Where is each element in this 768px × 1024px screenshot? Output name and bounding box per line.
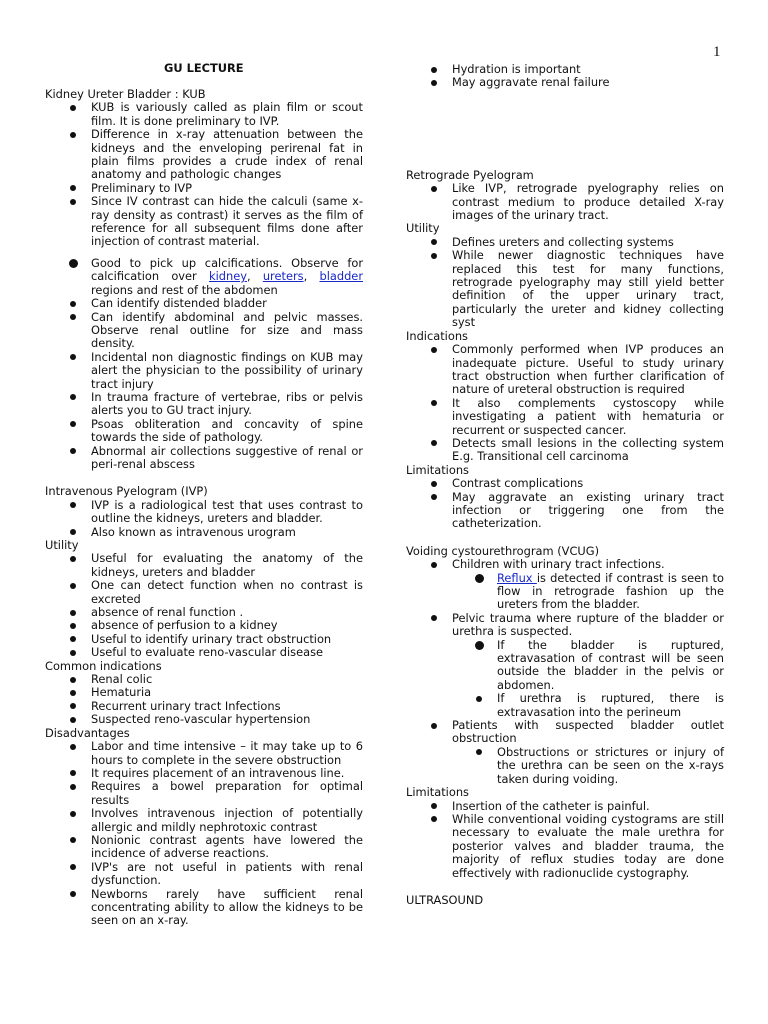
list-item: It requires placement of an intravenous line. bbox=[45, 767, 363, 780]
list-item: While conventional voiding cystograms are still necessary to evaluate the male urethra for posterior valves and bladder trauma, the majority of reflux studies today are done effectively with radionuclide cystography. bbox=[406, 813, 724, 880]
list-item: Useful for evaluating the anatomy of the kidneys, ureters and bladder bbox=[45, 552, 363, 579]
right-column bbox=[406, 63, 724, 907]
ivp-disadvantages-list bbox=[45, 740, 363, 928]
list-item: Insertion of the catheter is painful. bbox=[406, 800, 724, 813]
list-item: Labor and time intensive – it may take up to 6 hours to complete in the severe obstruction bbox=[45, 740, 363, 767]
list-item: Like IVP, retrograde pyelography relies on contrast medium to produce detailed X-ray images of the urinary tract. bbox=[406, 182, 724, 222]
kub-heading: Kidney Ureter Bladder : KUB bbox=[45, 87, 206, 101]
left-column bbox=[45, 88, 363, 928]
bladder-link[interactable]: bladder bbox=[319, 269, 363, 284]
list-item: Psoas obliteration and concavity of spine towards the side of pathology. bbox=[45, 418, 363, 445]
retro-indications-heading: Indications bbox=[406, 328, 468, 343]
list-item: absence of renal function . bbox=[45, 606, 363, 619]
page-title: GU LECTURE bbox=[164, 61, 244, 75]
list-item: Incidental non diagnostic findings on KUB may alert the physician to the possibility of urinary tract injury bbox=[45, 351, 363, 391]
list-item: While newer diagnostic techniques have replaced this test for many functions, retrograde pyelography may still yield better definition of the upper urinary tract, particularly the ureter and kidney collecting syst bbox=[406, 249, 724, 329]
ivp-list bbox=[45, 499, 363, 539]
list-item: Newborns rarely have sufficient renal concentrating ability to allow the kidneys to be seen on an x-ray. bbox=[45, 888, 363, 928]
retro-utility-list bbox=[406, 236, 724, 330]
list-item: Detects small lesions in the collecting system E.g. Transitional cell carcinoma bbox=[406, 437, 724, 464]
vcug-heading: Voiding cystourethrogram (VCUG) bbox=[406, 543, 600, 558]
reflux-link[interactable]: Reflux bbox=[497, 570, 537, 585]
ureters-link[interactable]: ureters bbox=[262, 269, 304, 284]
list-item: Patients with suspected bladder outlet obstruction bbox=[406, 719, 724, 746]
ultrasound-heading: ULTRASOUND bbox=[406, 892, 484, 907]
retro-indications-list bbox=[406, 343, 724, 464]
vcug-sublist-3 bbox=[406, 746, 724, 786]
page-number: 1 bbox=[713, 44, 721, 60]
list-item: Reflux is detected if contrast is seen to flow in retrograde fashion up the ureters from the bladder. bbox=[406, 572, 724, 612]
list-item: Abnormal air collections suggestive of renal or peri-renal abscess bbox=[45, 445, 363, 472]
list-item: Preliminary to IVP bbox=[45, 182, 363, 195]
list-item: Contrast complications bbox=[406, 477, 724, 490]
ivp-heading: Intravenous Pyelogram (IVP) bbox=[45, 484, 208, 499]
list-item: Hematuria bbox=[45, 686, 363, 699]
list-item: absence of perfusion to a kidney bbox=[45, 619, 363, 632]
vcug-sublist-2 bbox=[406, 639, 724, 719]
list-item: Suspected reno-vascular hypertension bbox=[45, 713, 363, 726]
ivp-disadvantages-heading: Disadvantages bbox=[45, 725, 130, 740]
list-item: Also known as intravenous urogram bbox=[45, 526, 363, 539]
list-item: IVP's are not useful in patients with renal dysfunction. bbox=[45, 861, 363, 888]
kub-list bbox=[45, 101, 363, 248]
retro-list bbox=[406, 182, 724, 222]
list-item: Defines ureters and collecting systems bbox=[406, 236, 724, 249]
list-item: One can detect function when no contrast is excreted bbox=[45, 579, 363, 606]
list-item: Children with urinary tract infections. bbox=[406, 558, 724, 571]
retro-heading: Retrograde Pyelogram bbox=[406, 167, 534, 182]
list-item: Can identify distended bladder bbox=[45, 297, 363, 310]
retro-limitations-heading: Limitations bbox=[406, 462, 469, 477]
list-item: Useful to evaluate reno-vascular disease bbox=[45, 646, 363, 659]
ivp-indications-list bbox=[45, 673, 363, 727]
vcug-limitations-heading: Limitations bbox=[406, 785, 469, 800]
list-item: Renal colic bbox=[45, 673, 363, 686]
list-item: Commonly performed when IVP produces an inadequate picture. Useful to study urinary tract obstruction when further clarification of nature of ureteral obstruction is required bbox=[406, 343, 724, 397]
list-item: It also complements cystoscopy while investigating a patient with hematuria or recurrent or suspected cancer. bbox=[406, 397, 724, 437]
list-item: IVP is a radiological test that uses contrast to outline the kidneys, ureters and bladder. bbox=[45, 499, 363, 526]
list-item: Involves intravenous injection of potentially allergic and mildly nephrotoxic contrast bbox=[45, 807, 363, 834]
ivp-utility-heading: Utility bbox=[45, 538, 79, 552]
list-item: May aggravate an existing urinary tract infection or triggering one from the catheterization. bbox=[406, 491, 724, 531]
list-item: Difference in x-ray attenuation between the kidneys and the enveloping perirenal fat in plain films provides a crude index of renal anatomy and pathologic changes bbox=[45, 128, 363, 182]
list-item: KUB is variously called as plain film or scout film. It is done preliminary to IVP. bbox=[45, 101, 363, 128]
list-item: Pelvic trauma where rupture of the bladder or urethra is suspected. bbox=[406, 612, 724, 639]
kidney-link[interactable]: kidney bbox=[208, 269, 247, 284]
vcug-list-3 bbox=[406, 719, 724, 746]
list-item: If the bladder is ruptured, extravasation of contrast will be seen outside the bladder in the pelvis or abdomen. bbox=[406, 639, 724, 693]
list-item: Useful to identify urinary tract obstruction bbox=[45, 633, 363, 646]
list-item: If urethra is ruptured, there is extravasation into the perineum bbox=[406, 692, 724, 719]
top-list bbox=[406, 63, 724, 90]
list-item: Obstructions or strictures or injury of the urethra can be seen on the x-rays taken during voiding. bbox=[406, 746, 724, 786]
list-item: Recurrent urinary tract Infections bbox=[45, 700, 363, 713]
list-item: Nonionic contrast agents have lowered the incidence of adverse reactions. bbox=[45, 834, 363, 861]
ivp-indications-heading: Common indications bbox=[45, 658, 162, 673]
list-item: Requires a bowel preparation for optimal results bbox=[45, 780, 363, 807]
kub-calc-list bbox=[45, 257, 363, 472]
list-item: Can identify abdominal and pelvic masses. Observe renal outline for size and mass density. bbox=[45, 311, 363, 351]
vcug-list-2 bbox=[406, 612, 724, 639]
list-item: Hydration is important bbox=[406, 63, 724, 76]
retro-utility-heading: Utility bbox=[406, 221, 440, 236]
list-item: Good to pick up calcifications. Observe for calcification over kidney, ureters, bladder regions and rest of the abdomen bbox=[45, 257, 363, 297]
list-item: May aggravate renal failure bbox=[406, 76, 724, 89]
retro-limitations-list bbox=[406, 477, 724, 531]
list-item: Since IV contrast can hide the calculi (same x-ray density as contrast) it serves as the film of reference for all subsequent films done after injection of contrast material. bbox=[45, 195, 363, 249]
vcug-sublist bbox=[406, 572, 724, 612]
ivp-utility-list bbox=[45, 552, 363, 659]
vcug-limitations-list bbox=[406, 800, 724, 880]
vcug-list bbox=[406, 558, 724, 571]
list-item: In trauma fracture of vertebrae, ribs or pelvis alerts you to GU tract injury. bbox=[45, 391, 363, 418]
